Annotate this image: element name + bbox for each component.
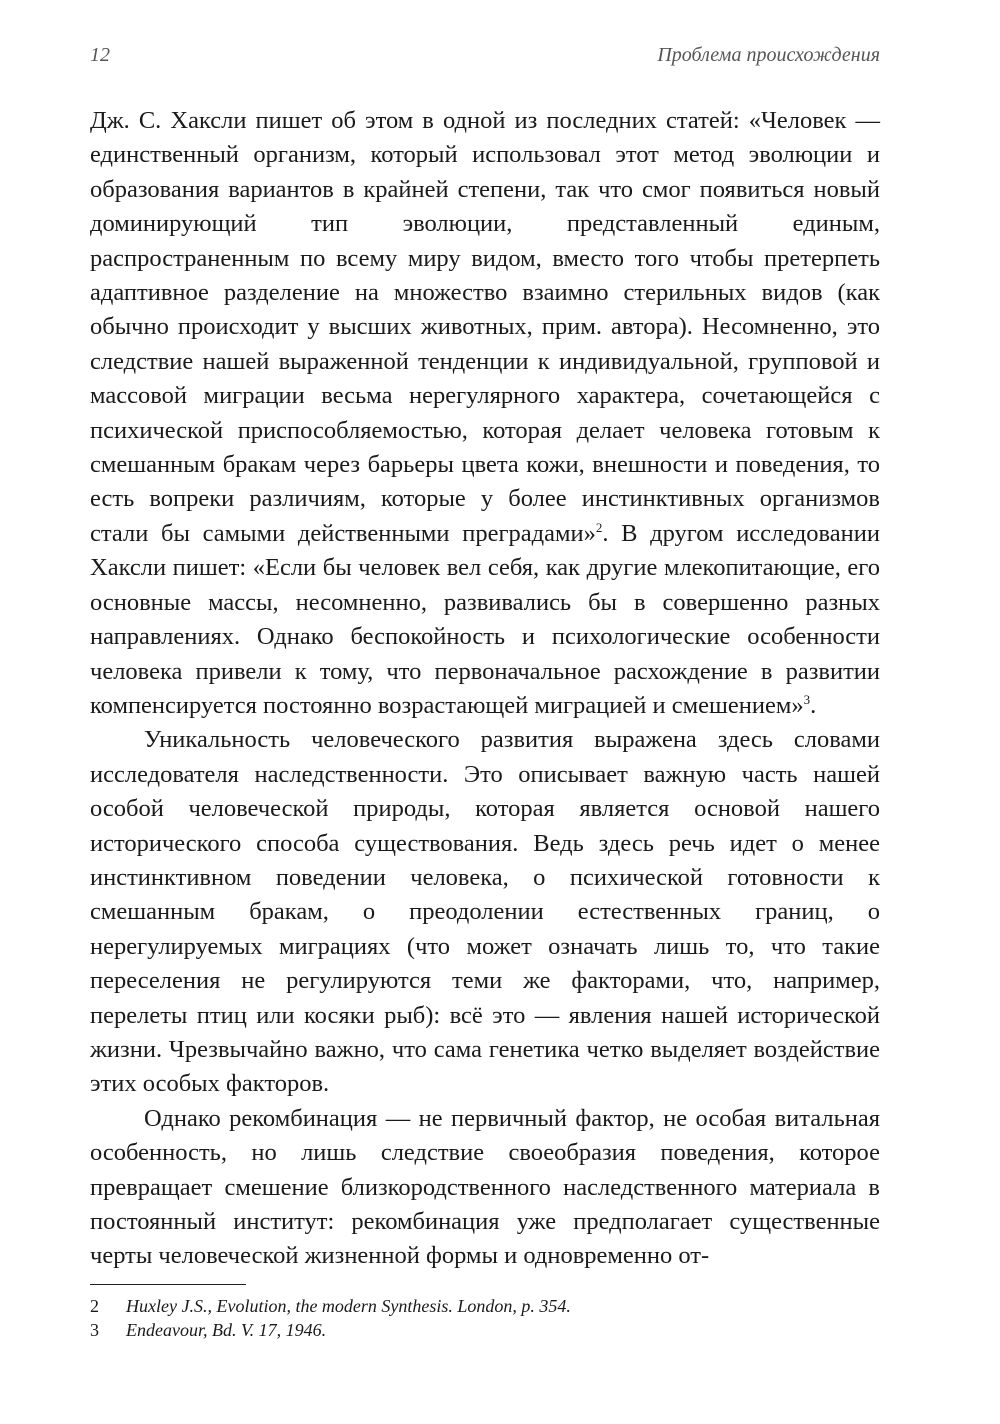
paragraph-text: . В другом исследовании Хаксли пишет: «Если бы человек вел себя, как другие млекопитающие, его основные массы, несомненно, развивались бы в совершенно разных направлениях. Однако беспокойность и психологические особенности человека привели к тому, что первоначальное расхождение в развитии компенсируется постоянно возрастающей миграцией и смешением»	[90, 519, 881, 719]
footnote-number: 3	[90, 1320, 99, 1340]
footnote-number: 2	[90, 1296, 99, 1316]
footnote-item	[90, 1294, 880, 1318]
footnote-divider	[90, 1284, 246, 1285]
paragraph	[90, 723, 880, 1101]
running-title: Проблема происхождения	[657, 44, 880, 66]
footnote-ref[interactable]: 3	[803, 691, 811, 707]
paragraph-text: Дж. С. Хаксли пишет об этом в одной из последних статей: «Человек — единственный организм, который использовал этот метод эволюции и образования вариантов в крайней степени, так что смог появиться новый доминирующий тип эволюции, представленный единым, распространенным по всему миру видом, вместо того чтобы претерпеть адаптивное разделение на множество взаимно стерильных видов (как обычно происходит у высших животных, прим. автора). Несомненно, это следствие нашей выраженной тенденции к индивидуальной, групповой и массовой миграции весьма нерегулярного характера, сочетающейся с психической приспособляемостью, которая делает человека готовым к смешанным бракам через барьеры цвета кожи, внешности и поведения, то есть вопреки различиям, которые у более инстинктивных организмов стали бы самыми действенными преградами»	[90, 107, 880, 547]
paragraph-text: Уникальность человеческого развития выражена здесь словами исследователя наследственности. Это описывает важную часть нашей особой человеческой природы, которая является основой нашего исторического способа существования. Ведь здесь речь идет о менее инстинктивном поведении человека, о психической готовности к смешанным бракам, о преодолении естественных границ, о нерегулируемых миграциях (что может означать лишь то, что такие переселения не регулируются теми же факторами, что, например, перелеты птиц или косяки рыб): всё это — явления нашей исторической жизни. Чрезвычайно важно, что сама генетика четко выделяет воздействие этих особых факторов.	[90, 726, 880, 1098]
paragraph	[90, 104, 880, 723]
paragraph	[90, 1102, 880, 1274]
footnote-text: Huxley J.S., Evolution, the modern Synthesis. London, p. 354.	[126, 1296, 571, 1316]
footnote-ref[interactable]: 2	[595, 519, 603, 535]
main-text	[90, 104, 880, 1274]
footnotes	[90, 1294, 880, 1342]
page-number: 12	[90, 44, 110, 66]
paragraph-text: .	[810, 691, 817, 719]
footnote-text: Endeavour, Bd. V. 17, 1946.	[126, 1320, 327, 1340]
paragraph-text: Однако рекомбинация — не первичный фактор, не особая витальная особенность, но лишь следствие своеобразия поведения, которое превращает смешение близкородственного наследственного материала в постоянный институт: рекомбинация уже предполагает существенные черты человеческой жизненной формы и одновременно от-	[90, 1104, 880, 1270]
footnote-item	[90, 1318, 880, 1342]
